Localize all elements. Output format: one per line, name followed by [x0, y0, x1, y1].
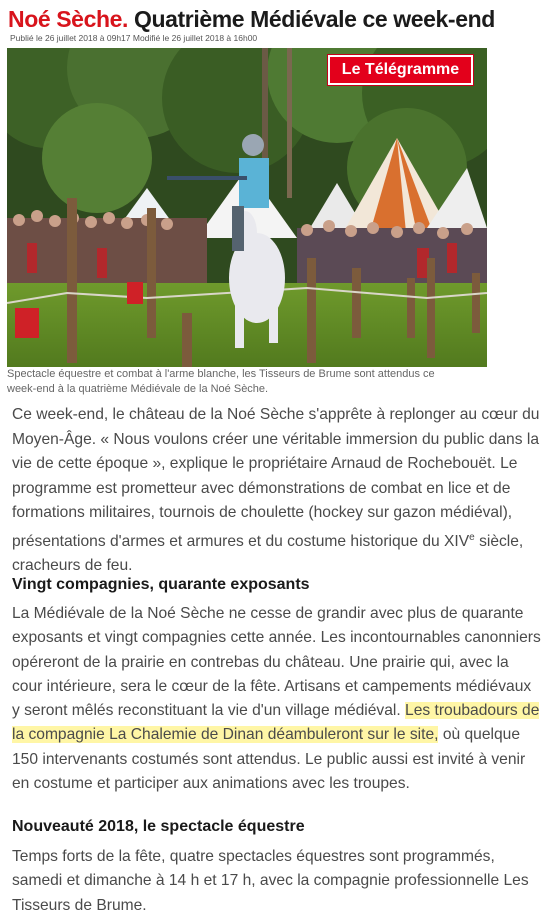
paragraph-companies [12, 602, 542, 796]
paragraph-intro-text: Ce week-end, le château de la Noé Sèche s'apprête à replonger au cœur du Moyen-Âge. « Nous voulons créer une véritable immersion du public dans la vie de cette époque », explique le propriétaire Arnaud de Rochebouët. Le programme est prometteur avec démonstrations de combat en lice et de formations militaires, tournois de choulette (hockey sur gazon médiéval), présentations d'armes et armures et du costume historique du XIV [12, 406, 540, 550]
paragraph-equestrian: Temps forts de la fête, quatre spectacles équestres sont programmés, samedi et dimanche à 14 h et 17 h, avec la compagnie professionnelle Les Tisseurs de Brume. [12, 848, 529, 914]
century-superscript: e [469, 531, 475, 543]
joust-scene-illustration [7, 48, 487, 367]
article-headline [8, 4, 548, 34]
paragraph-companies-text: La Médiévale de la Noé Sèche ne cesse de grandir avec plus de quarante exposants et vingt compagnies cette année. Les incontournables canonniers opéreront de la prairie en contrebas du château. Une prairie qui, avec la cour intérieure, sera le cœur de la fête. Artisans et campements médiévaux y seront mêlés reconstituant la vie d'un village médiéval. [12, 605, 541, 720]
publication-meta: Publié le 26 juillet 2018 à 09h17 Modifié le 26 juillet 2018 à 16h00 [10, 33, 258, 43]
le-telegramme-logo: Le Télégramme [328, 55, 473, 85]
section-heading-companies: Vingt compagnies, quarante exposants [12, 576, 310, 593]
section-heading-equestrian: Nouveauté 2018, le spectacle équestre [12, 818, 305, 835]
paragraph-intro-tail: siècle, cracheurs de feu. [12, 532, 524, 575]
article-photo [7, 48, 487, 367]
headline-title: Quatrième Médiévale ce week-end [134, 6, 495, 32]
photo-caption: Spectacle équestre et combat à l'arme blanche, les Tisseurs de Brume sont attendus ce week-end à la quatrième Médiévale de la Noé Sèche. [7, 368, 435, 395]
paragraph-intro [12, 403, 542, 579]
headline-place: Noé Sèche. [8, 6, 128, 32]
paragraph-companies-tail: où quelque 150 intervenants costumés sont attendus. Le public aussi est invité à venir en costume et participer aux animations avec les troupes. [12, 726, 526, 793]
highlighted-sentence: Les troubadours de la compagnie La Chalemie de Dinan déambuleront sur le site, [12, 702, 540, 744]
